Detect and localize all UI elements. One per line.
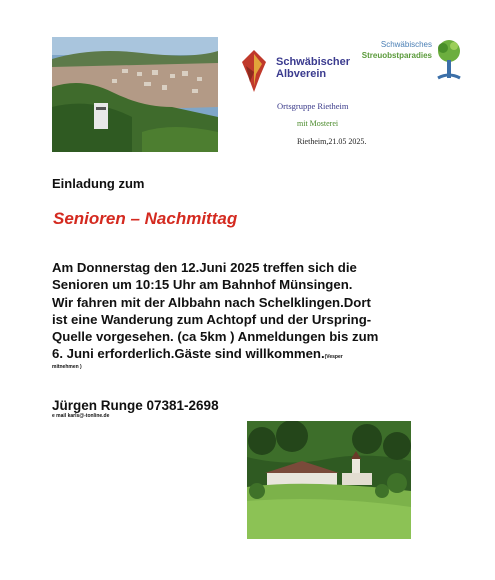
albverein-name-line1: Schwäbischer xyxy=(276,56,350,68)
body-line-text: 6. Juni erforderlich.Gäste sind willkommen. xyxy=(52,346,325,362)
streuobst-label-bottom: Streuobstparadies xyxy=(361,51,432,60)
body-line: Am Donnerstag den 12.Juni 2025 treffen sich die xyxy=(52,260,357,275)
invitation-heading: Einladung zum xyxy=(52,176,145,191)
vesper-note-part2: mitnehmen ) xyxy=(52,364,82,370)
body-line: Senioren um 10:15 Uhr am Bahnhof Münsingen. xyxy=(52,277,353,293)
albverein-emblem-icon xyxy=(236,46,272,96)
body-line-last xyxy=(52,345,452,366)
vesper-note-part1: (Vesper xyxy=(324,354,343,361)
tree-icon xyxy=(434,38,464,82)
ortsgruppe-label: Ortsgruppe Rietheim xyxy=(277,101,349,111)
body-line: Wir fahren mit der Albbahn nach Schelklingen.Dort xyxy=(52,294,371,310)
event-title: Senioren – Nachmittag xyxy=(53,209,238,228)
invitation-body xyxy=(52,259,452,367)
mosterei-label: mit Mosterei xyxy=(297,119,339,128)
town-aerial-photo xyxy=(52,37,218,152)
streuobst-logo xyxy=(356,38,464,82)
letter-date: Rietheim,21.05 2025. xyxy=(297,137,367,146)
contact-email: e mail karls@-tonline.de xyxy=(52,413,110,419)
albverein-logo xyxy=(236,46,350,98)
body-line: Quelle vorgesehen. (ca 5km ) Anmeldungen bis zum xyxy=(52,329,379,345)
contact-name-phone: Jürgen Runge 07381-2698 xyxy=(52,398,219,413)
body-line: ist eine Wanderung zum Achtopf und der Urspring- xyxy=(52,311,372,327)
valley-church-photo xyxy=(247,421,411,539)
streuobst-label-top: Schwäbisches xyxy=(380,40,432,49)
albverein-name-line2: Albverein xyxy=(276,68,327,80)
